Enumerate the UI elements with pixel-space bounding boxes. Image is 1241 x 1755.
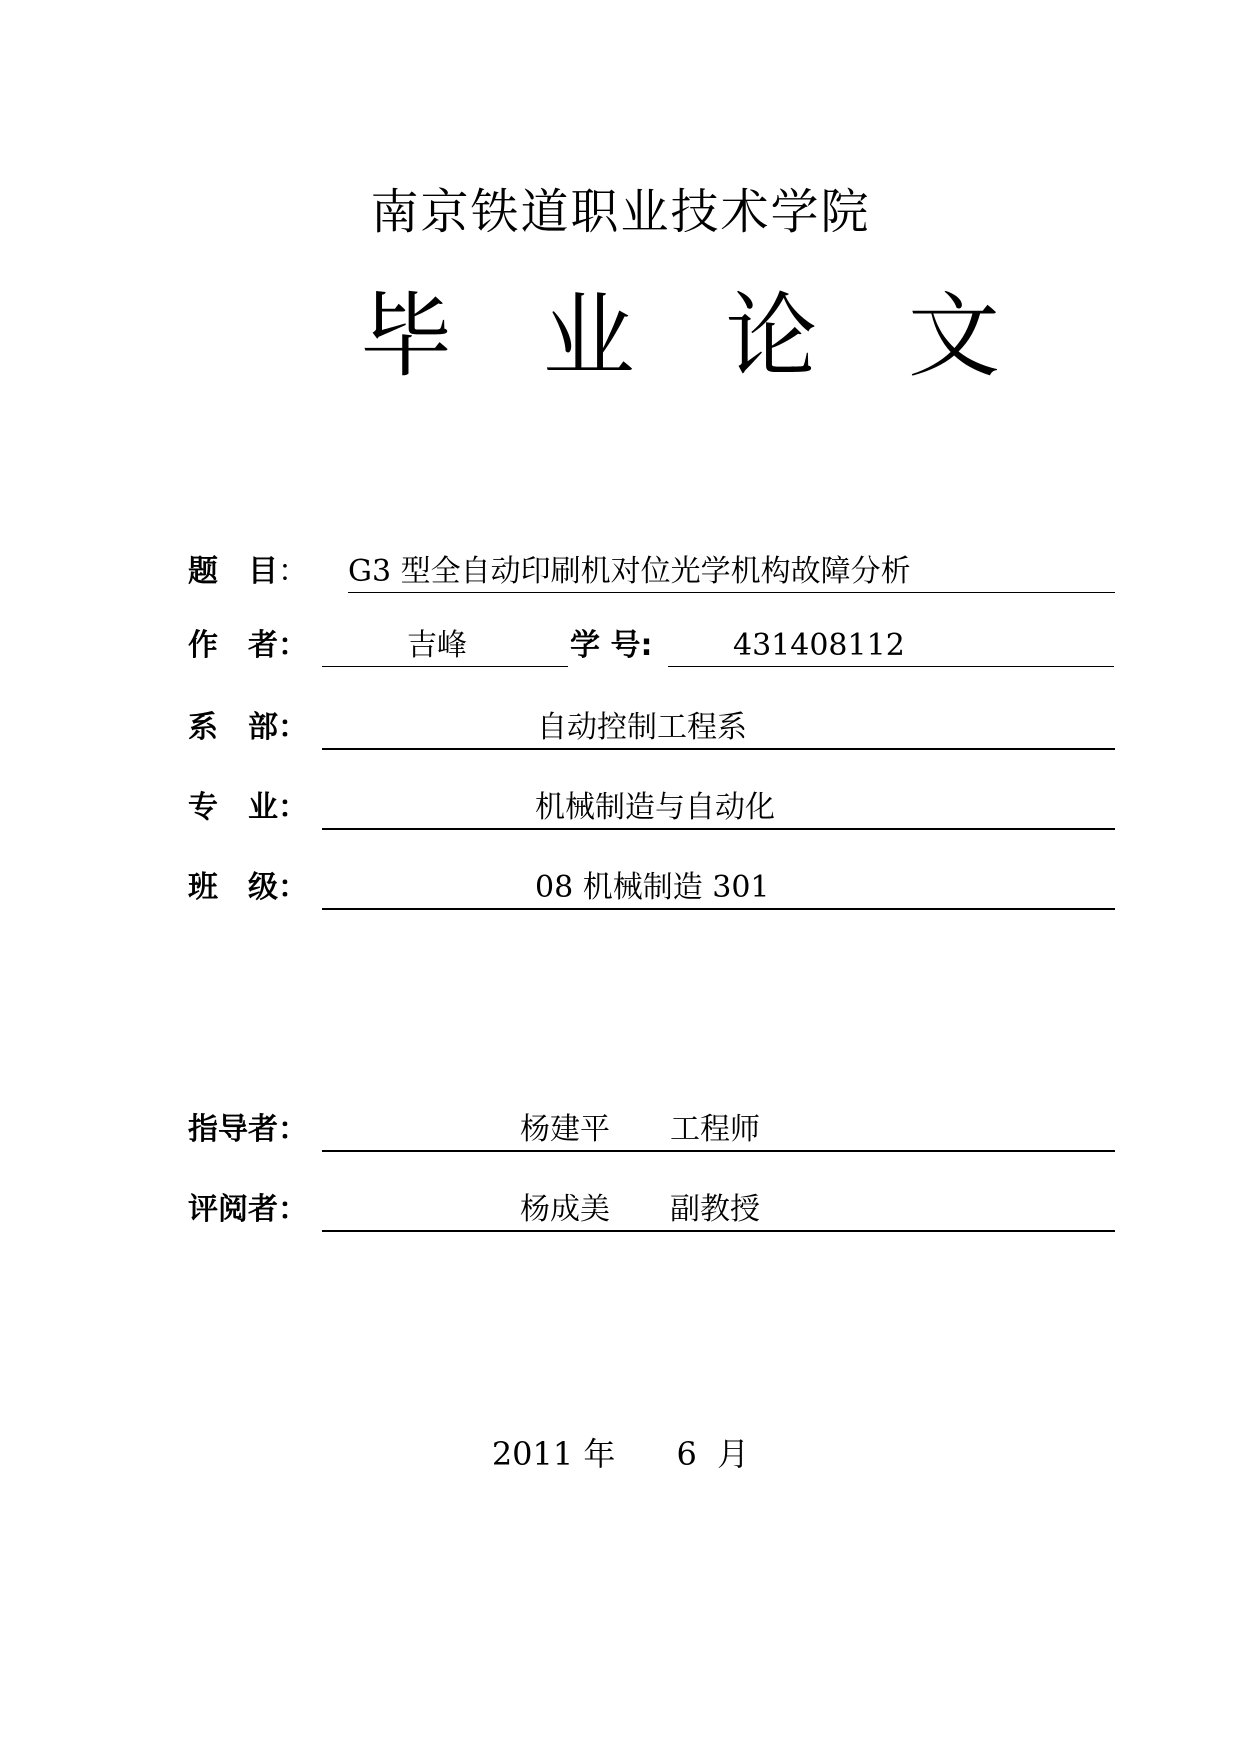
date-month-unit: 月	[717, 1435, 750, 1473]
student-id-field	[668, 622, 1114, 667]
major-field	[322, 784, 1115, 830]
thesis-heading	[360, 282, 1000, 392]
thesis-char-3: 论	[725, 283, 818, 390]
class-label: 班 级：	[188, 870, 308, 905]
major-value: 机械制造与自动化	[535, 790, 775, 825]
department-field	[322, 704, 1115, 750]
reviewer-row	[0, 1186, 1241, 1234]
student-id-value: 431408112	[733, 628, 905, 663]
date-year: 2011	[491, 1435, 574, 1473]
reviewer-field	[322, 1186, 1115, 1232]
department-label: 系 部：	[188, 710, 308, 745]
major-row	[0, 784, 1241, 832]
advisor-label: 指导者：	[188, 1112, 308, 1147]
advisor-row	[0, 1106, 1241, 1154]
advisor-title: 工程师	[670, 1112, 760, 1147]
title-row	[0, 548, 1241, 596]
author-label: 作 者：	[188, 628, 308, 663]
school-name: 南京铁道职业技术学院	[370, 184, 871, 240]
author-value: 吉峰	[407, 628, 467, 663]
thesis-char-4: 文	[907, 283, 1000, 390]
student-id-label: 学 号:	[570, 628, 653, 663]
date-month: 6	[676, 1435, 697, 1473]
title-value: G3 型全自动印刷机对位光学机构故障分析	[348, 554, 911, 589]
title-label: 题 目：	[188, 554, 308, 589]
submission-date	[0, 1430, 1241, 1478]
class-value: 08 机械制造 301	[535, 870, 770, 905]
title-field	[348, 548, 1115, 593]
class-field	[322, 864, 1115, 910]
department-value: 自动控制工程系	[537, 710, 747, 745]
advisor-name: 杨建平	[520, 1112, 610, 1147]
thesis-char-2: 业	[542, 283, 635, 390]
reviewer-title: 副教授	[670, 1192, 760, 1227]
reviewer-name: 杨成美	[520, 1192, 610, 1227]
reviewer-label: 评阅者：	[188, 1192, 308, 1227]
major-label: 专 业：	[188, 790, 308, 825]
advisor-field	[322, 1106, 1115, 1152]
date-year-unit: 年	[583, 1435, 616, 1473]
class-row	[0, 864, 1241, 912]
department-row	[0, 704, 1241, 752]
thesis-char-1: 毕	[360, 283, 453, 390]
author-field	[322, 622, 568, 667]
author-row	[0, 622, 1241, 670]
